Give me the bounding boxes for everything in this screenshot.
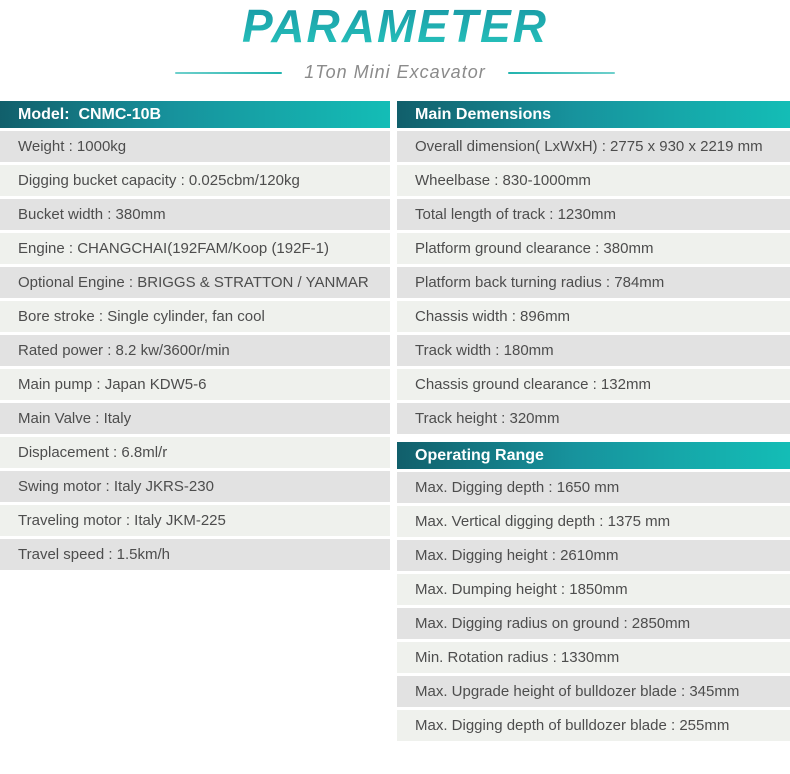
operating-range-table: [397, 442, 790, 741]
spec-columns: [0, 101, 790, 741]
subtitle-row: [0, 62, 790, 83]
spec-row: Min. Rotation radius : 1330mm: [397, 642, 790, 673]
spec-row: Max. Upgrade height of bulldozer blade : 345mm: [397, 676, 790, 707]
spec-row: Track width : 180mm: [397, 335, 790, 366]
spec-row: Traveling motor : Italy JKM-225: [0, 505, 390, 536]
spec-row: Max. Dumping height : 1850mm: [397, 574, 790, 605]
spec-row: Swing motor : Italy JKRS-230: [0, 471, 390, 502]
spec-row: Rated power : 8.2 kw/3600r/min: [0, 335, 390, 366]
spec-row: Total length of track : 1230mm: [397, 199, 790, 230]
spec-row: Displacement : 6.8ml/r: [0, 437, 390, 468]
page-header: [0, 0, 790, 101]
spec-row: Overall dimension( LxWxH) : 2775 x 930 x 2219 mm: [397, 131, 790, 162]
subtitle-left-divider: [175, 72, 282, 74]
model-table-header: Model: CNMC-10B: [0, 101, 390, 128]
spec-row: Max. Digging height : 2610mm: [397, 540, 790, 571]
model-spec-table: [0, 101, 390, 741]
spec-row: Optional Engine : BRIGGS & STRATTON / YANMAR: [0, 267, 390, 298]
spec-row: Travel speed : 1.5km/h: [0, 539, 390, 570]
main-dimensions-header: Main Demensions: [397, 101, 790, 128]
spec-row: Wheelbase : 830-1000mm: [397, 165, 790, 196]
spec-row: Bucket width : 380mm: [0, 199, 390, 230]
spec-row: Weight : 1000kg: [0, 131, 390, 162]
title-wrap: [0, 0, 790, 56]
page-subtitle: 1Ton Mini Excavator: [304, 62, 486, 82]
right-column: [397, 101, 790, 741]
spec-row: Chassis width : 896mm: [397, 301, 790, 332]
spec-row: Max. Digging depth of bulldozer blade : 255mm: [397, 710, 790, 741]
spec-row: Bore stroke : Single cylinder, fan cool: [0, 301, 390, 332]
spec-row: Main Valve : Italy: [0, 403, 390, 434]
spec-row: Main pump : Japan KDW5-6: [0, 369, 390, 400]
spec-row: Engine : CHANGCHAI(192FAM/Koop (192F-1): [0, 233, 390, 264]
page-title: PARAMETER: [242, 0, 548, 52]
spec-row: Platform ground clearance : 380mm: [397, 233, 790, 264]
spec-row: Max. Digging depth : 1650 mm: [397, 472, 790, 503]
operating-range-header: Operating Range: [397, 442, 790, 469]
main-dimensions-table: [397, 101, 790, 434]
subtitle-right-divider: [508, 72, 615, 74]
spec-row: Digging bucket capacity : 0.025cbm/120kg: [0, 165, 390, 196]
spec-row: Chassis ground clearance : 132mm: [397, 369, 790, 400]
spec-row: Track height : 320mm: [397, 403, 790, 434]
operating-range-rows: [397, 472, 790, 741]
spec-row: Max. Vertical digging depth : 1375 mm: [397, 506, 790, 537]
spec-row: Platform back turning radius : 784mm: [397, 267, 790, 298]
main-dimensions-rows: [397, 131, 790, 434]
model-table-rows: [0, 131, 390, 570]
spec-row: Max. Digging radius on ground : 2850mm: [397, 608, 790, 639]
